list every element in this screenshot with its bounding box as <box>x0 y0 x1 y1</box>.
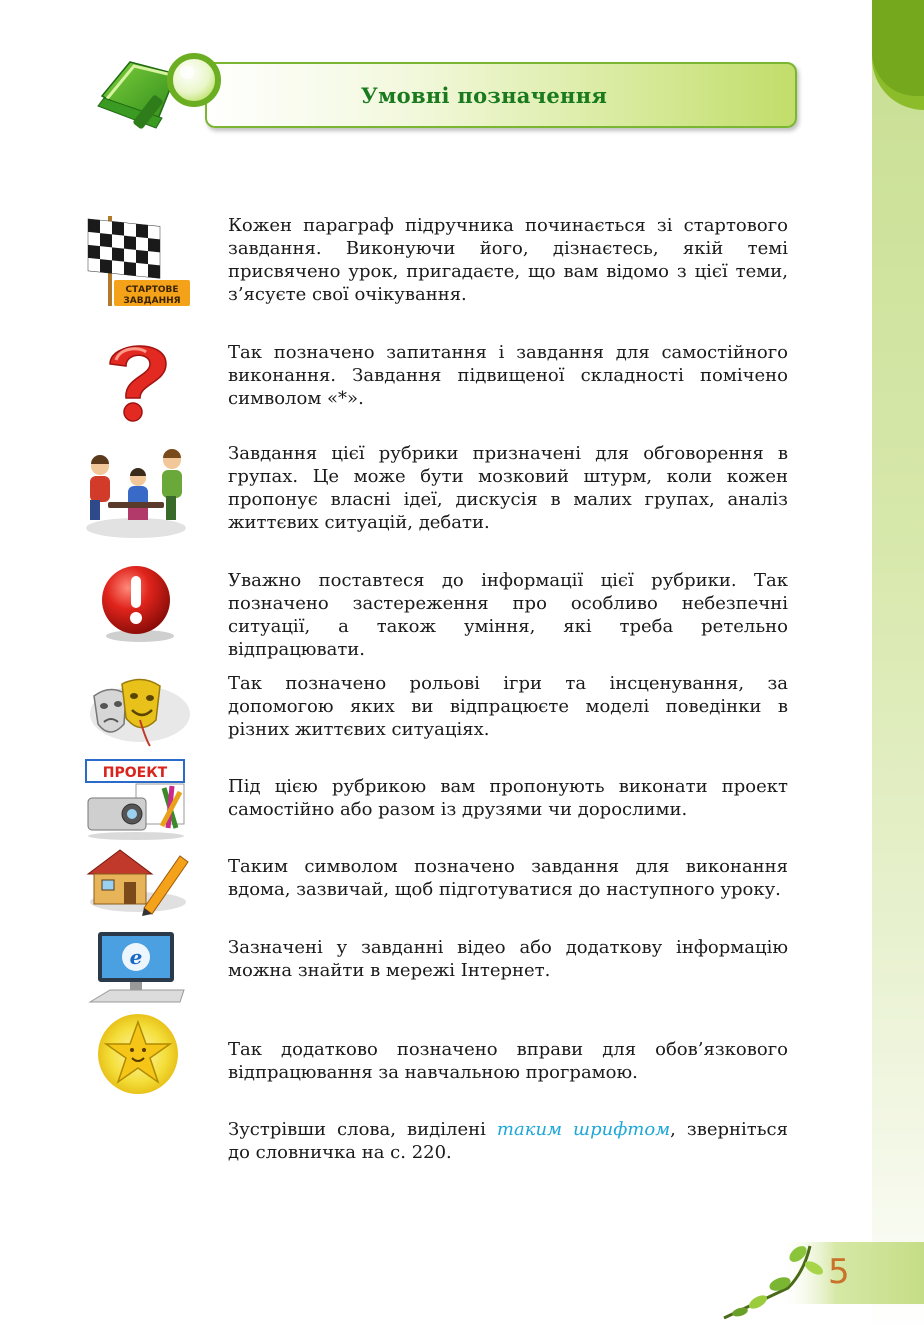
house-pencil-icon <box>80 844 192 916</box>
glossary-text-before: Зустрівши слова, виділені <box>228 1119 497 1140</box>
glossary-highlight: таким шрифтом <box>496 1119 671 1140</box>
legend-text-project: Під цією рубрикою вам пропонують виконати проект самостійно або разом із друзями чи дорослими. <box>228 776 788 820</box>
exclamation-icon <box>80 562 192 646</box>
start-caption-line2: ЗАВДАННЯ <box>123 296 181 306</box>
internet-e-glyph: e <box>129 945 143 969</box>
group-discussion-icon <box>80 444 192 540</box>
side-decor-band <box>872 0 924 1332</box>
question-mark-icon <box>80 334 192 426</box>
checkered-flag-icon <box>80 212 192 308</box>
internet-computer-icon <box>80 928 192 1008</box>
legend-text-star: Так додатково позначено вправи для обов’язкового відпрацювання за навчальною програмою. <box>228 1039 788 1083</box>
project-caption: ПРОЕКТ <box>102 765 168 781</box>
legend-text-homework: Таким символом позначено завдання для виконання вдома, зазвичай, щоб підготуватися до наступного уроку. <box>228 856 788 900</box>
legend-text-discussion: Завдання цієї рубрики призначені для обговорення в групах. Це може бути мозковий штурм, коли кожен пропонує власні ідеї, дискусія в малих групах, аналіз життєвих ситуацій, дебати. <box>228 443 788 533</box>
start-caption-line1: СТАРТОВЕ <box>125 285 179 295</box>
legend-text-warning: Уважно поставтеся до інформації цієї рубрики. Так позначено застереження про особливо небезпечні ситуації, а також уміння, які треба ретельно відпрацювати. <box>228 570 788 660</box>
page-number: 5 <box>828 1252 850 1292</box>
legend-text-internet: Зазначені у завданні відео або додаткову інформацію можна знайти в мережі Інтернет. <box>228 937 788 981</box>
legend-text-roleplay: Так позначено рольові ігри та інсценування, за допомогою яких ви відпрацюєте моделі поведінки в різних життєвих ситуаціях. <box>228 673 788 740</box>
theater-masks-icon <box>80 674 192 748</box>
star-icon <box>80 1010 192 1096</box>
legend-text-start: Кожен параграф підручника починається зі стартового завдання. Виконуючи його, дізнаєтесь, якій темі присвячено урок, пригадаєте, що вам відомо з цієї теми, з’ясуєте свої очікування. <box>228 215 788 305</box>
glossary-note <box>228 1118 788 1164</box>
project-icon <box>80 758 192 840</box>
book-magnifier-icon <box>92 44 226 140</box>
leaf-decoration-icon <box>718 1232 924 1324</box>
page-title: Умовні позначення <box>360 82 608 108</box>
legend-text-question: Так позначено запитання і завдання для самостійного виконання. Завдання підвищеної складності помічено символом «*». <box>228 342 788 409</box>
header-banner <box>205 62 797 128</box>
glossary-text-after: , зверніться до словничка на с. 220. <box>228 1119 788 1163</box>
